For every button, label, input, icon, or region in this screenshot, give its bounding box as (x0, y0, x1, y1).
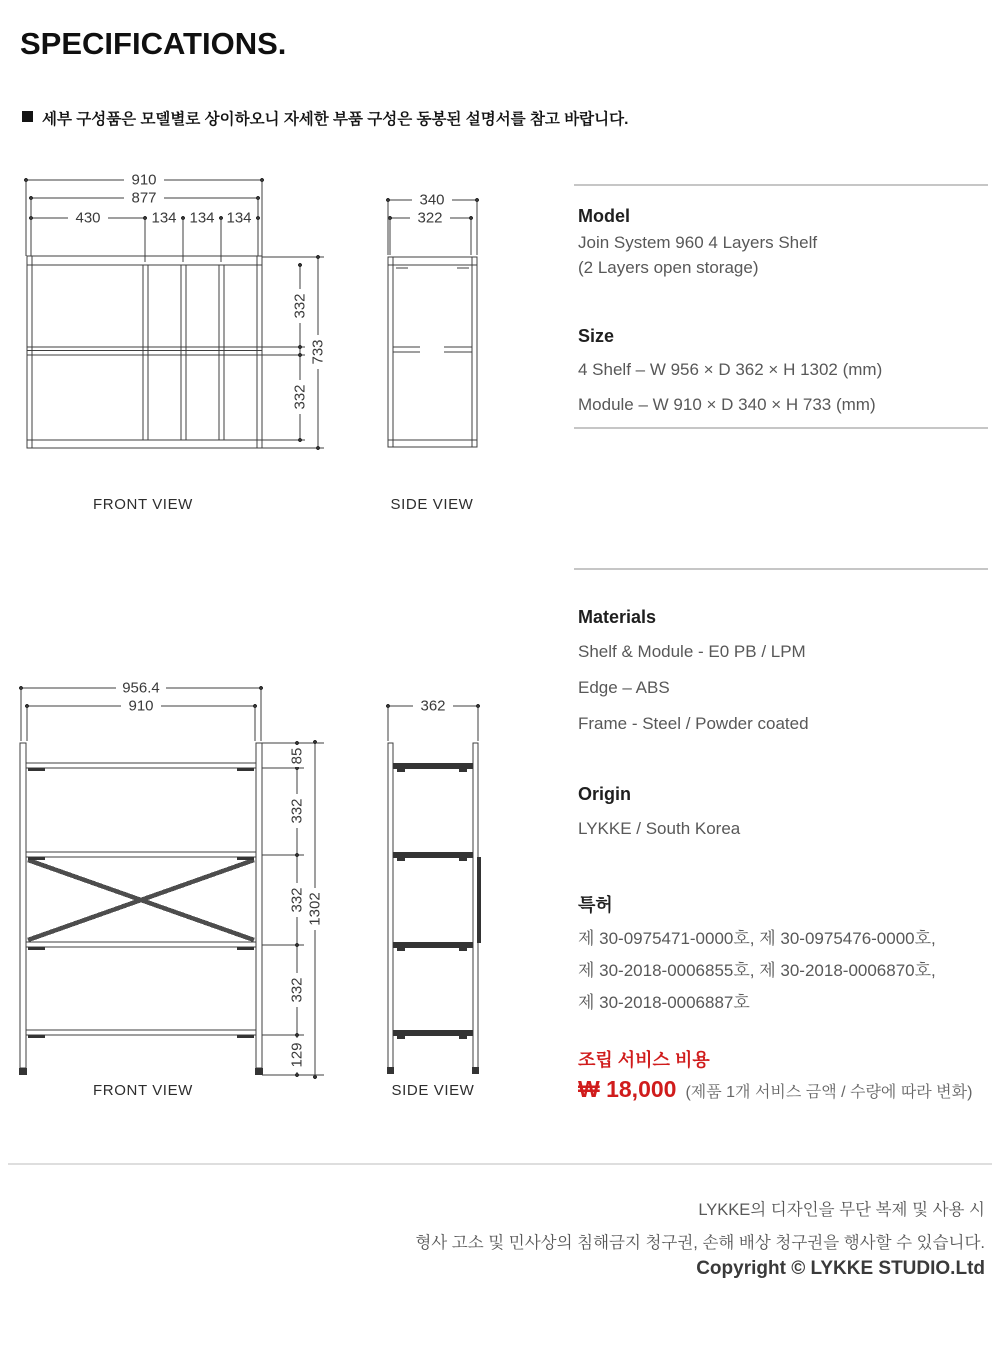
svg-text:340: 340 (419, 191, 445, 209)
svg-text:733: 733 (309, 339, 327, 365)
dim-depth-inner (410, 210, 450, 227)
svg-text:332: 332 (291, 293, 309, 319)
model-line: (2 Layers open storage) (578, 258, 759, 277)
note-text: 세부 구성품은 모델별로 상이하오니 자세한 부품 구성은 동봉된 설명서를 참고 바랍니다. (42, 111, 629, 128)
shelf-side-view-dimensions (386, 698, 480, 742)
size-line: Module – W 910 × D 340 × H 733 (mm) (578, 395, 876, 414)
assembly-service-heading: 조립 서비스 비용 (578, 1050, 710, 1070)
footer-notice-line: LYKKE의 디자인을 무단 복제 및 사용 시 (698, 1201, 985, 1219)
dim-width-inner (124, 190, 164, 207)
dim-bay-a (147, 210, 181, 227)
dim-width-total (116, 680, 166, 697)
shelf-front-view-dimensions (19, 680, 324, 1080)
dim-upper-height (292, 289, 309, 323)
size-line: 4 Shelf – W 956 × D 362 × H 1302 (mm) (578, 360, 883, 379)
shelf-front-view-caption: FRONT VIEW (93, 1082, 193, 1099)
dim-bay-b (185, 210, 219, 227)
svg-text:956.4: 956.4 (122, 679, 160, 697)
patent-line: 제 30-0975471-0000호, 제 30-0975476-0000호, (578, 929, 936, 948)
module-front-view-drawing (27, 256, 262, 448)
svg-text:362: 362 (420, 697, 446, 715)
footer-notice-line: 형사 고소 및 민사상의 침해금지 청구권, 손해 배상 청구권을 행사할 수 있습니다. (415, 1234, 985, 1252)
dim-tier-1 (289, 794, 306, 828)
dim-depth-total (413, 698, 453, 715)
materials-line: Edge – ABS (578, 678, 670, 697)
dim-lower-height (292, 380, 309, 414)
copyright-text: Copyright © LYKKE STUDIO.Ltd (696, 1258, 985, 1279)
dim-width-inner (121, 698, 161, 715)
module-technical-drawing (0, 160, 560, 540)
dim-depth-total (412, 192, 452, 209)
page-title: SPECIFICATIONS. (20, 26, 287, 61)
svg-text:332: 332 (291, 384, 309, 410)
patent-line: 제 30-2018-0006887호 (578, 993, 750, 1012)
dim-total-height (310, 335, 327, 369)
svg-text:910: 910 (131, 171, 157, 189)
svg-text:332: 332 (288, 977, 306, 1003)
svg-text:910: 910 (128, 697, 154, 715)
module-side-view-dimensions (386, 192, 479, 256)
svg-text:134: 134 (226, 209, 252, 227)
shelf-side-view-caption: SIDE VIEW (391, 1082, 475, 1099)
origin-line: LYKKE / South Korea (578, 819, 741, 838)
divider (574, 184, 988, 186)
assembly-price-row (578, 1076, 972, 1103)
dim-top-gap (289, 745, 306, 767)
patent-line: 제 30-2018-0006855호, 제 30-2018-0006870호, (578, 961, 936, 980)
materials-line: Shelf & Module - E0 PB / LPM (578, 642, 806, 661)
assembly-price-note: (제품 1개 서비스 금액 / 수량에 따라 변화) (685, 1084, 973, 1101)
square-bullet-icon (22, 111, 33, 122)
patent-heading: 특허 (578, 895, 613, 915)
svg-text:1302: 1302 (306, 892, 324, 926)
assembly-price: ₩ 18,000 (578, 1076, 677, 1102)
dim-width-total (124, 172, 164, 189)
svg-text:322: 322 (417, 209, 443, 227)
svg-text:85: 85 (288, 747, 306, 765)
model-heading: Model (578, 206, 630, 226)
dim-bottom-gap (289, 1038, 306, 1072)
module-side-view-drawing (388, 257, 477, 447)
svg-text:332: 332 (288, 798, 306, 824)
shelf-front-view-drawing (19, 743, 263, 1075)
dim-tier-2 (289, 883, 306, 917)
note (22, 107, 782, 129)
svg-text:877: 877 (131, 189, 157, 207)
svg-text:134: 134 (151, 209, 177, 227)
shelf-side-view-drawing (387, 743, 481, 1074)
origin-heading: Origin (578, 784, 631, 804)
model-line: Join System 960 4 Layers Shelf (578, 233, 818, 252)
svg-text:134: 134 (189, 209, 215, 227)
dim-bay-c (223, 210, 256, 227)
size-heading: Size (578, 326, 615, 346)
module-front-view-dimensions (24, 172, 327, 451)
materials-heading: Materials (578, 607, 657, 627)
dim-bay-left (68, 210, 108, 227)
materials-line: Frame - Steel / Powder coated (578, 714, 809, 733)
dim-total-height (307, 888, 324, 930)
footer-divider (8, 1163, 992, 1165)
dim-tier-3 (289, 973, 306, 1007)
svg-text:129: 129 (288, 1042, 306, 1068)
module-front-view-caption: FRONT VIEW (93, 496, 193, 513)
svg-text:332: 332 (288, 887, 306, 913)
svg-text:430: 430 (75, 209, 101, 227)
divider (574, 427, 988, 429)
divider (574, 568, 988, 570)
module-side-view-caption: SIDE VIEW (390, 496, 474, 513)
shelf-technical-drawing (0, 660, 560, 1120)
